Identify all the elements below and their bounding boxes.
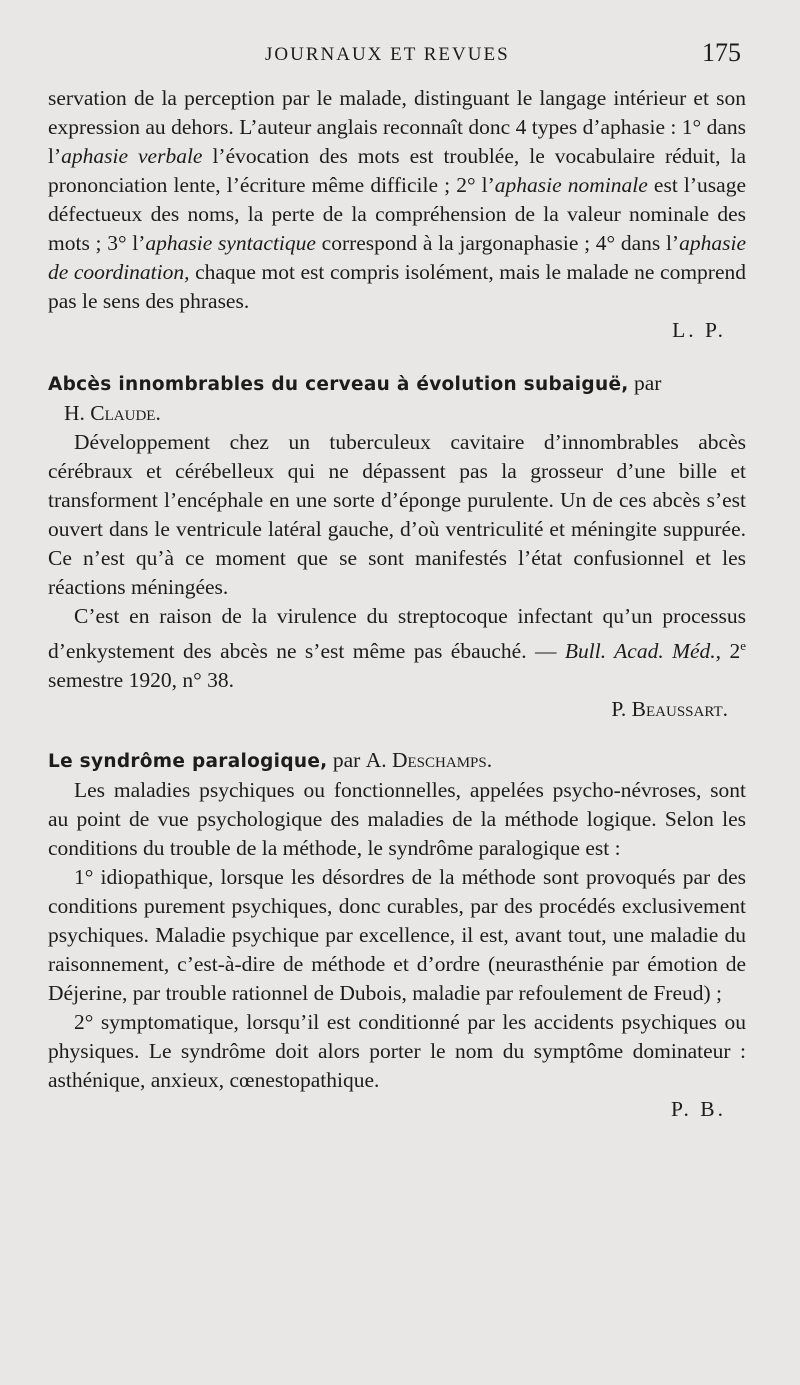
review-author: H. Claude. — [64, 401, 161, 425]
review-title: Abcès innombrables du cerveau à évolution subaiguë, — [48, 374, 629, 395]
review-title: Le syndrôme paralogique, — [48, 751, 328, 773]
paragraph: C’est en raison de la virulence du streptocoque infectant qu’un processus d’enkystement des abcès ne s’est même pas ébauché. — Bull. Acad. Méd., 2e semestre 1920, n° 38. — [48, 604, 747, 693]
review-signature: P. Beaussart. — [611, 697, 728, 722]
emphasis: aphasie nominale — [494, 173, 648, 197]
paragraph: 2° symptomatique, lorsqu’il est conditionné par les accidents psychiques ou physiques. Le syndrôme doit alors porter le nom du symptôme dominateur : asthénique, anxieux, cœnestopathique. — [48, 1010, 746, 1093]
page-header — [0, 38, 800, 74]
review-aphasie — [48, 84, 746, 345]
running-head: JOURNAUX ET REVUES — [265, 44, 510, 65]
citation: Bull. Acad. Méd., — [564, 639, 722, 664]
review-title-line: Le syndrôme paralogique, par A. Deschamps. — [48, 748, 493, 773]
emphasis: aphasie syntactique — [145, 231, 316, 255]
paragraph: 1° idiopathique, lorsque les désordres de la méthode sont provoqués par des conditions purement psychiques, donc curables, par des procédés exclusivement psychiques. Maladie psychique par excellence, il est, avant tout, une maladie du raisonnement, c’est-à-dire de méthode et d’ordre (neurasthénie par émotion de Déjerine, par trouble rationnel de Dubois, maladie par refoulement de Freud) ; — [48, 865, 746, 1006]
review-author: A. Deschamps. — [365, 748, 493, 773]
page-number: 175 — [702, 38, 741, 67]
paragraph: Les maladies psychiques ou fonctionnelles, appelées psycho-névroses, sont au point de vue psychologique des maladies de la méthode logique. Selon les conditions du trouble de la méthode, le syndrôme paralogique est : — [48, 778, 746, 861]
paragraph: Développement chez un tuberculeux cavitaire d’innombrables abcès cérébraux et cérébelleux qui ne dépassent pas la grosseur d’une bille et transforment l’encéphale en une sorte d’éponge purulente. Un de ces abcès s’est ouvert dans le ventricule latéral gauche, d’où ventriculité et méningite suppurée. Ce n’est qu’à ce moment que se sont manifestés l’état confusionnel et les réactions méningées. — [48, 430, 746, 599]
review-abces — [48, 369, 746, 724]
review-signature: P. B. — [670, 1097, 726, 1122]
page-body — [48, 84, 746, 1124]
emphasis: aphasie de coordination, — [48, 231, 746, 284]
review-title-line: Abcès innombrables du cerveau à évolution subaiguë, par — [48, 371, 662, 395]
review-signature: L. P. — [672, 318, 726, 342]
paragraph: servation de la perception par le malade, distinguant le langage intérieur et son expression au dehors. L’auteur anglais reconnaît donc 4 types d’aphasie : 1° dans l’aphasie verbale l’évocation des mots est troublée, le vocabulaire réduit, la prononciation lente, l’écriture même difficile ; 2° l’aphasie nominale est l’usage défectueux des noms, la perte de la compréhension de la valeur nominale des mots ; 3° l’aphasie syntactique correspond à la jargonaphasie ; 4° dans l’aphasie de coordination, chaque mot est compris isolément, mais le malade ne comprend pas le sens des phrases. — [48, 86, 747, 313]
review-syndrome-paralogique — [48, 746, 746, 1124]
emphasis: aphasie verbale — [61, 144, 203, 168]
